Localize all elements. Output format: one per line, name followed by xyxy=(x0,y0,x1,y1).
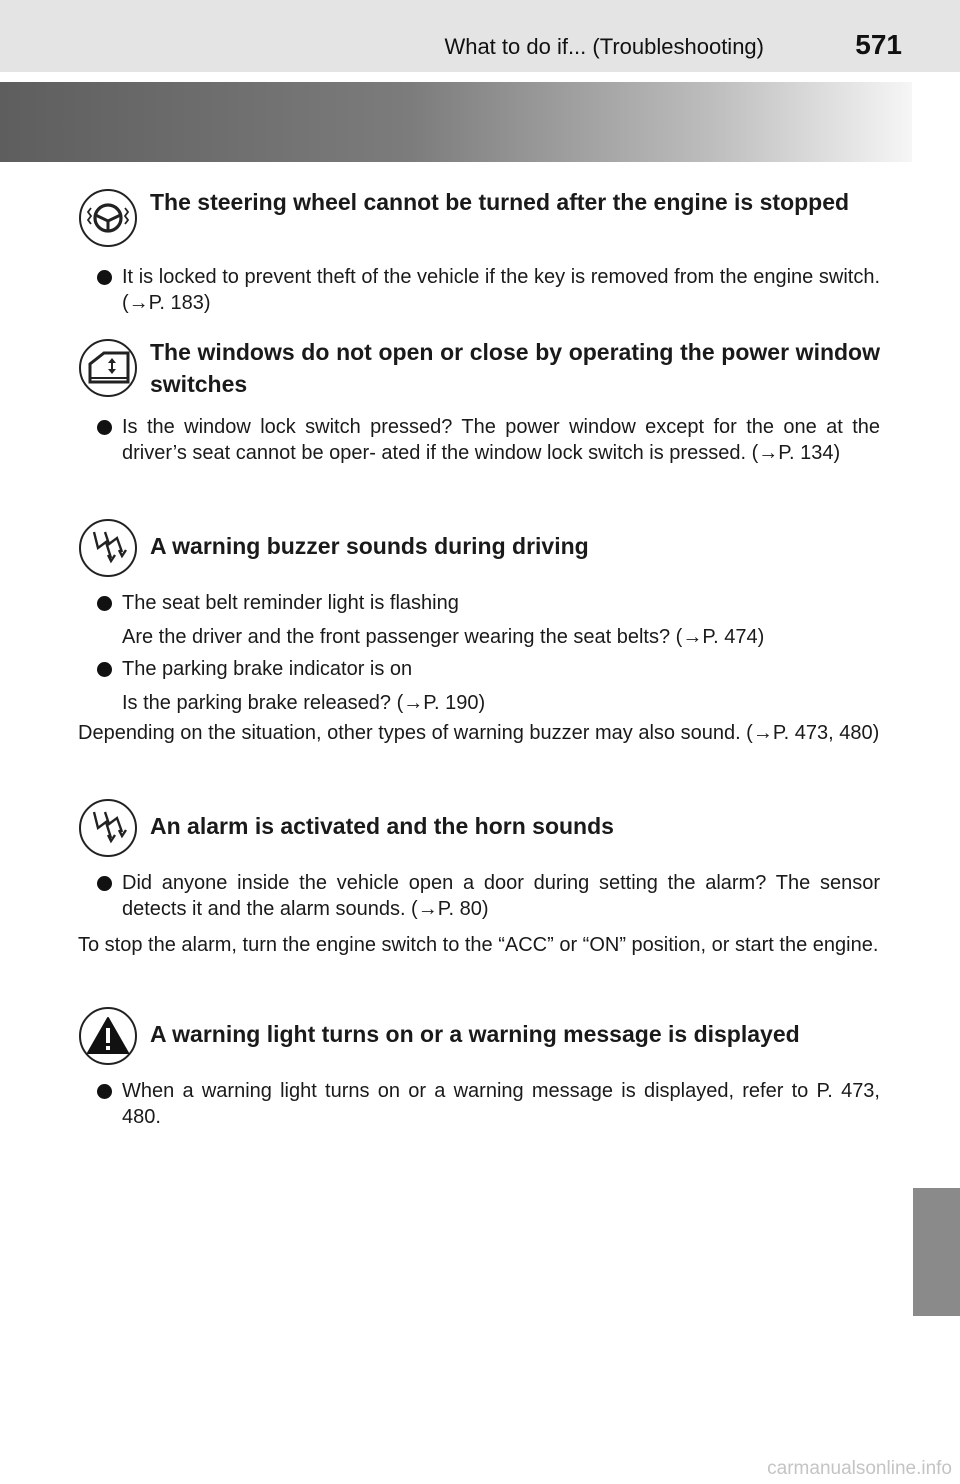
bullet-icon xyxy=(97,662,112,677)
bullet-text: Did anyone inside the vehicle open a door during setting the alarm? The sensor detects it and the alarm sounds. (→P. 80) xyxy=(122,872,880,920)
steering-lock-icon xyxy=(78,188,138,248)
bullet-icon xyxy=(97,876,112,891)
page-number: 571 xyxy=(855,29,902,60)
list-item xyxy=(78,590,880,616)
header-divider xyxy=(0,72,960,82)
body-paragraph: Depending on the situation, other types of warning buzzer may also sound. (→P. 473, 480) xyxy=(78,722,880,744)
gradient-banner xyxy=(0,82,912,162)
section-heading: A warning buzzer sounds during driving xyxy=(150,533,589,559)
warning-buzzer-icon xyxy=(78,518,138,578)
bullet-icon xyxy=(97,270,112,285)
bullet-icon xyxy=(97,596,112,611)
body-paragraph: To stop the alarm, turn the engine switch to the “ACC” or “ON” position, or start the engine. xyxy=(78,934,879,956)
list-item xyxy=(78,264,880,316)
bullet-note: Are the driver and the front passenger wearing the seat belts? (→P. 474) xyxy=(122,626,765,648)
list-item xyxy=(78,656,880,682)
power-window-icon xyxy=(78,338,138,398)
chapter-title: What to do if... (Troubleshooting) xyxy=(444,34,764,59)
list-item xyxy=(78,1078,880,1130)
chapter-side-tab xyxy=(913,1188,960,1316)
watermark: carmanualsonline.info xyxy=(767,1458,952,1479)
bullet-text: The seat belt reminder light is flashing xyxy=(122,592,459,614)
list-item xyxy=(78,870,880,922)
list-item xyxy=(78,414,880,466)
warning-triangle-icon xyxy=(78,1006,138,1066)
section-heading: An alarm is activated and the horn sounds xyxy=(150,813,614,839)
section-heading: The steering wheel cannot be turned after the engine is stopped xyxy=(150,189,850,215)
bullet-text: It is locked to prevent theft of the vehicle if the key is removed from the engine switch. (→P. 183) xyxy=(122,266,880,314)
section-heading: A warning light turns on or a warning message is displayed xyxy=(150,1021,800,1047)
bullet-text: The parking brake indicator is on xyxy=(122,658,413,680)
bullet-text: When a warning light turns on or a warning message is displayed, refer to P. 473, 480. xyxy=(122,1080,880,1128)
page-header xyxy=(0,0,960,72)
bullet-icon xyxy=(97,420,112,435)
section-heading: The windows do not open or close by operating the power window switches xyxy=(150,339,880,397)
alarm-icon xyxy=(78,798,138,858)
bullet-text: Is the window lock switch pressed? The power window except for the one at the driver’s seat cannot be oper- ated if the window lock switch is pressed. (→P. 134) xyxy=(122,416,880,464)
bullet-icon xyxy=(97,1084,112,1099)
bullet-note: Is the parking brake released? (→P. 190) xyxy=(122,692,486,714)
